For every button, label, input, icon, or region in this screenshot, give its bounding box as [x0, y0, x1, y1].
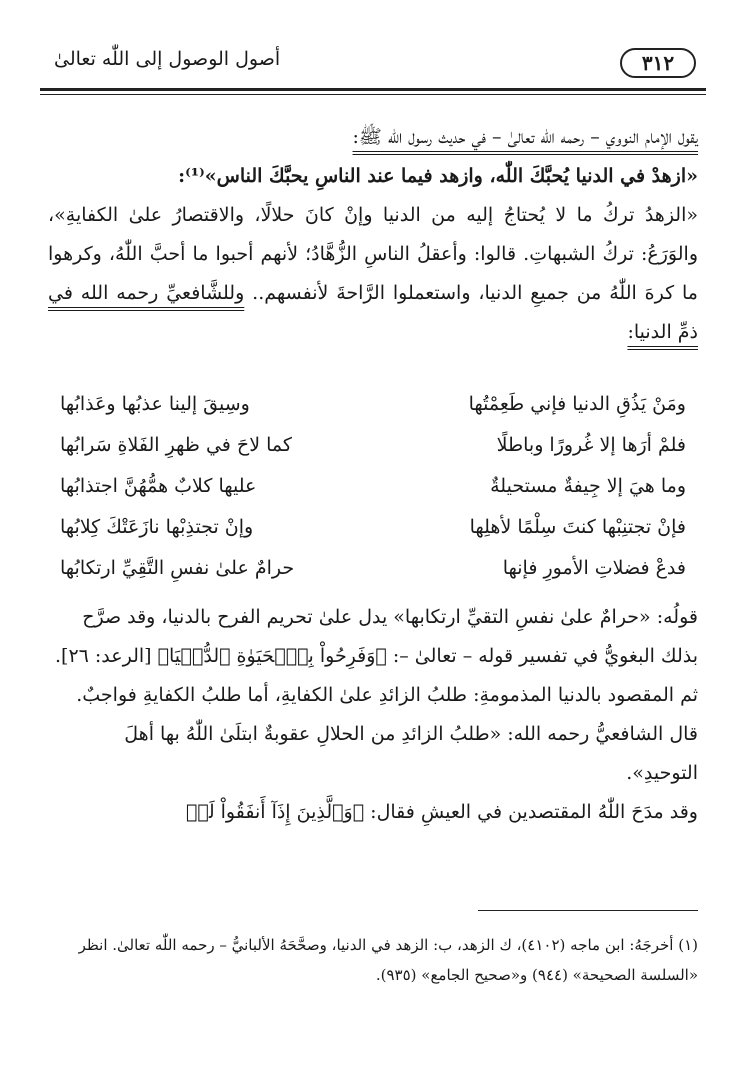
verse-row: فدعْ فضلاتِ الأمورِ فإنها حرامٌ علىٰ نفسِ التَّقِيِّ ارتكابُها — [60, 557, 686, 579]
footnote-separator — [478, 910, 698, 911]
main-text-continued — [48, 598, 698, 832]
page-header — [40, 40, 706, 90]
hadith-text: «ازهدْ في الدنيا يُحبَّكَ اللّٰه، وازهد فيما عند الناسِ يحبَّكَ الناس»⁽¹⁾: — [178, 165, 698, 187]
verse-row: وما هيَ إلا جِيفةٌ مستحيلةٌ عليها كلابٌ همُّهُنَّ اجتذابُها — [60, 475, 686, 497]
paragraph-quran-praise: وقد مدَحَ اللّٰهُ المقتصدين في العيشِ فقال: ﴿وَٱلَّذِينَ إِذَآ أَنفَقُواْ لَمۡ — [186, 801, 698, 823]
verse-row: فلمْ أرَها إلا غُرورًا وباطلًا كما لاحَ في ظهرِ الفَلاةِ سَرابُها — [60, 434, 686, 456]
running-title: أصول الوصول إلى اللّٰه تعالىٰ — [54, 48, 281, 70]
paragraph-commentary: قولُه: «حرامٌ علىٰ نفسِ التقيِّ ارتكابها» يدل علىٰ تحريم الفرح بالدنيا، وقد صرَّح بذلك البغويُّ في تفسير قوله – تعالىٰ –: ﴿وَفَرِحُواْ بِٱلۡحَيَوٰةِ ٱلدُّنۡيَا﴾ [الرعد: ٢٦]. ثم المقصود بالدنيا المذمومةِ: طلبُ الزائدِ علىٰ الكفايةِ، أما طلبُ الكفايةِ فواجبٌ. — [54, 606, 698, 706]
poem-verses — [60, 384, 686, 589]
footnote: (١) أخرجَهُ: ابن ماجه (٤١٠٢)، ك الزهد، ب: الزهد في الدنيا، وصحَّحَهُ الألبانيُّ – رحمه اللّٰه تعالىٰ. انظر «السلسة الصحيحة» (٩٤٤) و«صحيح الجامع» (٩٣٥). — [78, 936, 698, 984]
verse-row: ومَنْ يَذُقِ الدنيا فإني طَعِمْتُها وسِيقَ إلينا عذبُها وعَذابُها — [60, 393, 686, 415]
header-rule-thin — [40, 94, 706, 95]
paragraph-zuhd: «الزهدُ تركُ ما لا يُحتاجُ إليه من الدنيا وإنْ كانَ حلالًا، والاقتصارُ علىٰ الكفايةِ»، والوَرَعُ: تركُ الشبهاتِ. قالوا: وأعقلُ الناسِ الزُّهَّادُ؛ لأنهم أحبوا ما أحبَّ اللّٰهُ، وكرهوا ما كرهَ اللّٰهُ من جميعِ الدنيا، واستعملوا الرَّاحةَ لأنفسهم.. وللشَّافعيِّ رحمه الله في ذمِّ الدنيا: — [48, 204, 698, 343]
intro-line: يقول الإمام النووي – رحمه اللّٰه تعالىٰ – في حديث رسول اللّٰه ﷺ: — [352, 126, 698, 148]
shafii-intro: وللشَّافعيِّ رحمه الله في ذمِّ الدنيا: — [48, 282, 698, 343]
header-rule-thick — [40, 88, 706, 91]
paragraph-shafii-quote: قال الشافعيُّ رحمه الله: «طلبُ الزائدِ من الحلالِ عقوبةٌ ابتلَىٰ اللّٰهُ بها أهلَ التوحيدِ». — [124, 723, 698, 784]
main-text — [48, 118, 698, 352]
verse-row: فإنْ تجتنِبْها كنتَ سِلْمًا لأهلِها وإنْ تجتذِبْها نازَعَتْكَ كِلابُها — [60, 516, 686, 538]
page-number-badge: ٣١٢ — [620, 48, 696, 78]
